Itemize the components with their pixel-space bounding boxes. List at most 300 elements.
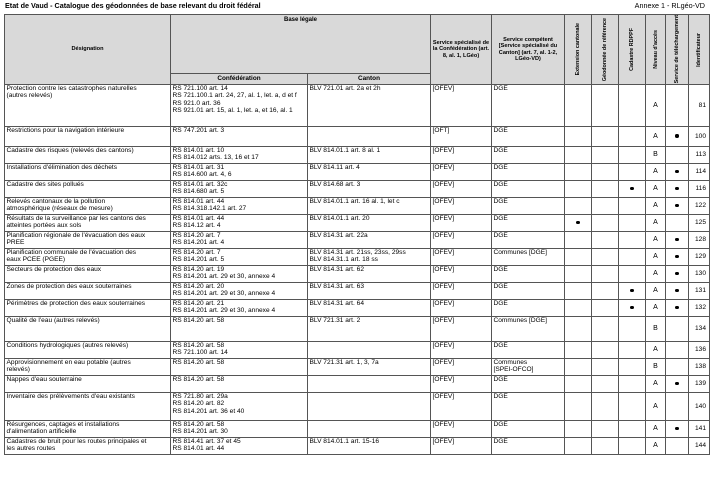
bullet-icon [675, 272, 678, 275]
service-competent-cell-line: DGE [493, 198, 508, 205]
table-row [5, 342, 710, 359]
canton-cell [308, 127, 431, 147]
service-telechargement-cell [666, 300, 689, 317]
confederation-cell-line: RS 814.20 art. 82 [172, 400, 225, 408]
canton-cell [308, 421, 431, 438]
canton-cell [308, 249, 431, 266]
extension-cantonale-cell [565, 300, 592, 317]
identificateur-cell: 116 [689, 181, 710, 198]
designation-cell-line: (autres relevés) [6, 92, 53, 100]
identificateur-cell: 81 [689, 85, 710, 127]
service-competent-cell [492, 85, 565, 127]
niveau-acces-cell: A [646, 232, 666, 249]
canton-cell [308, 266, 431, 283]
header-identificateur: Identificateur [689, 15, 710, 85]
designation-cell [5, 393, 171, 421]
confederation-cell-line: RS 814.01 art. 44 [172, 198, 225, 205]
service-telechargement-cell [666, 421, 689, 438]
geodonnee-reference-cell [592, 266, 619, 283]
designation-cell-line: Relevés cantonaux de la pollution [6, 198, 106, 205]
designation-cell-line: Planification communale de l'évacuation des [6, 249, 137, 256]
confederation-cell-line: RS 814.20 art. 7 [172, 249, 221, 256]
service-competent-cell [492, 438, 565, 455]
designation-cell [5, 181, 171, 198]
confederation-cell [171, 198, 308, 215]
confederation-cell [171, 232, 308, 249]
canton-cell [308, 438, 431, 455]
designation-cell [5, 283, 171, 300]
header-designation: Désignation [5, 15, 171, 85]
cadastre-rdppf-cell [619, 127, 646, 147]
niveau-acces-cell: A [646, 421, 666, 438]
geodonnee-reference-cell [592, 359, 619, 376]
table-row [5, 181, 710, 198]
service-competent-cell-line: DGE [493, 342, 508, 349]
niveau-acces-cell: A [646, 376, 666, 393]
confederation-cell [171, 181, 308, 198]
canton-cell-line: BLV 814.31 art. 63 [309, 283, 364, 290]
niveau-acces-cell: A [646, 300, 666, 317]
designation-cell-line: Cadastre des sites pollués [6, 181, 84, 188]
service-telechargement-cell [666, 317, 689, 342]
geodonnee-reference-cell [592, 283, 619, 300]
table-row [5, 283, 710, 300]
designation-cell-line: Restrictions pour la navigation intérieure [6, 127, 125, 134]
confederation-cell [171, 164, 308, 181]
service-telechargement-cell [666, 376, 689, 393]
niveau-acces-cell: A [646, 181, 666, 198]
header-base-legale: Base légale [171, 15, 431, 74]
designation-cell-line: Qualité de l'eau (autres relevés) [6, 317, 100, 324]
identificateur-cell: 141 [689, 421, 710, 438]
designation-cell-line: Zones de protection des eaux souterraines [6, 283, 132, 290]
canton-cell-line: BLV 721.31 art. 1, 3, 7a [309, 359, 379, 366]
designation-cell-line: Résurgences, captages et installations [6, 421, 120, 428]
annex-label: Annexe 1 - RLgéo-VD [634, 1, 705, 10]
geodonnee-reference-cell [592, 376, 619, 393]
header-geodonnee-reference: Géodonnée de référence [592, 15, 619, 85]
designation-cell [5, 164, 171, 181]
service-competent-cell-line: DGE [493, 127, 508, 134]
table-row [5, 266, 710, 283]
service-specialise-cell: [OFEV] [431, 317, 492, 342]
canton-cell-line: BLV 814.01.1 art. 15-16 [309, 438, 380, 445]
identificateur-cell: 125 [689, 215, 710, 232]
service-competent-cell [492, 147, 565, 164]
service-competent-cell-line: DGE [493, 266, 508, 273]
bullet-icon [675, 170, 678, 173]
cadastre-rdppf-cell [619, 232, 646, 249]
service-telechargement-cell [666, 283, 689, 300]
cadastre-rdppf-cell [619, 164, 646, 181]
confederation-cell [171, 85, 308, 127]
identificateur-cell: 100 [689, 127, 710, 147]
extension-cantonale-cell [565, 342, 592, 359]
canton-cell [308, 85, 431, 127]
service-telechargement-cell [666, 164, 689, 181]
service-competent-cell [492, 283, 565, 300]
service-competent-cell [492, 181, 565, 198]
designation-cell-line: Cadastre des risques (relevés des cantons) [6, 147, 134, 154]
bullet-icon [675, 238, 678, 241]
geodonnee-reference-cell [592, 85, 619, 127]
niveau-acces-cell: A [646, 393, 666, 421]
confederation-cell [171, 283, 308, 300]
document-title: Etat de Vaud - Catalogue des géodonnées de base relevant du droit fédéral [5, 1, 261, 10]
extension-cantonale-cell [565, 376, 592, 393]
bullet-icon [675, 306, 678, 309]
confederation-cell [171, 393, 308, 421]
confederation-cell [171, 438, 308, 455]
extension-cantonale-cell [565, 421, 592, 438]
service-competent-cell-line: DGE [493, 421, 508, 428]
designation-cell-line: Inventaire des prélèvements d'eau existants [6, 393, 135, 400]
service-specialise-cell: [OFT] [431, 127, 492, 147]
confederation-cell-line: RS 814.20 art. 58 [172, 342, 225, 349]
service-specialise-cell: [OFEV] [431, 283, 492, 300]
designation-cell [5, 127, 171, 147]
bullet-icon [675, 382, 678, 385]
service-competent-cell [492, 421, 565, 438]
confederation-cell-line: RS 814.20 art. 20 [172, 283, 225, 290]
service-competent-cell [492, 317, 565, 342]
header-canton: Canton [308, 74, 431, 85]
confederation-cell-line: RS 814.600 art. 4, 6 [172, 171, 232, 179]
service-telechargement-cell [666, 232, 689, 249]
designation-cell [5, 317, 171, 342]
confederation-cell-line: RS 814.201 art. 29 et 30, annexe 4 [172, 290, 276, 298]
service-telechargement-cell [666, 215, 689, 232]
designation-cell-line: Planification régionale de l'évacuation des eaux [6, 232, 146, 239]
service-competent-cell [492, 127, 565, 147]
service-competent-cell-line: DGE [493, 300, 508, 307]
canton-cell [308, 300, 431, 317]
cadastre-rdppf-cell [619, 342, 646, 359]
niveau-acces-cell: A [646, 198, 666, 215]
designation-cell [5, 300, 171, 317]
confederation-cell-line: RS 721.100 art. 14 [172, 349, 228, 357]
geodonnee-reference-cell [592, 421, 619, 438]
service-competent-cell [492, 164, 565, 181]
service-competent-cell [492, 215, 565, 232]
service-competent-cell [492, 393, 565, 421]
cadastre-rdppf-cell [619, 438, 646, 455]
niveau-acces-cell: B [646, 317, 666, 342]
service-specialise-cell: [OFEV] [431, 421, 492, 438]
confederation-cell-line: RS 814.201 art. 36 et 40 [172, 407, 245, 415]
service-specialise-cell: [OFEV] [431, 393, 492, 421]
confederation-cell-line: RS 814.01 art. 10 [172, 147, 225, 154]
table-row [5, 232, 710, 249]
service-competent-cell-line: DGE [493, 376, 508, 383]
confederation-cell-line: RS 814.01 art. 44 [172, 445, 225, 453]
geodonnee-reference-cell [592, 198, 619, 215]
canton-cell [308, 317, 431, 342]
confederation-cell-line: RS 814.201 art. 30 [172, 428, 228, 436]
confederation-cell-line: RS 814.20 art. 58 [172, 317, 225, 324]
service-telechargement-cell [666, 249, 689, 266]
canton-cell-line: BLV 814.68 art. 3 [309, 181, 361, 188]
confederation-cell [171, 359, 308, 376]
extension-cantonale-cell [565, 249, 592, 266]
service-telechargement-cell [666, 342, 689, 359]
canton-cell [308, 393, 431, 421]
table-row [5, 147, 710, 164]
canton-cell-line: BLV 814.01.1 art. 8 al. 1 [309, 147, 381, 154]
geodonnee-reference-cell [592, 215, 619, 232]
table-row [5, 317, 710, 342]
niveau-acces-cell: A [646, 127, 666, 147]
service-competent-cell-line: DGE [493, 438, 508, 445]
identificateur-cell: 140 [689, 393, 710, 421]
confederation-cell [171, 342, 308, 359]
extension-cantonale-cell [565, 147, 592, 164]
geodonnee-reference-cell [592, 300, 619, 317]
geodonnee-reference-cell [592, 232, 619, 249]
canton-cell-line: BLV 814.01.1 art. 16 al. 1, let c [309, 198, 400, 205]
service-competent-cell-line: Communes [DGE] [493, 317, 547, 324]
service-competent-cell [492, 232, 565, 249]
service-specialise-cell: [OFEV] [431, 232, 492, 249]
service-competent-cell-line: DGE [493, 283, 508, 290]
table-row [5, 198, 710, 215]
designation-cell-line: atteintes portées aux sols [6, 222, 82, 230]
designation-cell-line: PREE [6, 239, 25, 247]
service-competent-cell [492, 300, 565, 317]
geodonnee-reference-cell [592, 393, 619, 421]
service-telechargement-cell [666, 266, 689, 283]
identificateur-cell: 139 [689, 376, 710, 393]
service-competent-cell [492, 342, 565, 359]
service-competent-cell-line: DGE [493, 215, 508, 222]
cadastre-rdppf-cell [619, 181, 646, 198]
identificateur-cell: 134 [689, 317, 710, 342]
canton-cell [308, 147, 431, 164]
bullet-icon [675, 134, 678, 137]
service-telechargement-cell [666, 85, 689, 127]
designation-cell-line: atmosphérique (réseaux de mesure) [6, 205, 113, 213]
bullet-icon [576, 221, 579, 224]
confederation-cell-line: RS 814.20 art. 19 [172, 266, 225, 273]
geodonnee-reference-cell [592, 317, 619, 342]
canton-cell-line: BLV 721.31 art. 2 [309, 317, 361, 324]
table-row [5, 215, 710, 232]
identificateur-cell: 131 [689, 283, 710, 300]
cadastre-rdppf-cell [619, 283, 646, 300]
extension-cantonale-cell [565, 181, 592, 198]
service-competent-cell-line: DGE [493, 85, 508, 92]
cadastre-rdppf-cell [619, 266, 646, 283]
canton-cell-line: BLV 721.01 art. 2a et 2h [309, 85, 381, 92]
designation-cell-line: relevés) [6, 366, 30, 374]
cadastre-rdppf-cell [619, 393, 646, 421]
geodonnee-reference-cell [592, 181, 619, 198]
confederation-cell-line: RS 814.201 art. 29 et 30, annexe 4 [172, 273, 276, 281]
designation-cell-line: Protection contre les catastrophes naturelles [6, 85, 137, 92]
service-competent-cell-line: Communes [493, 359, 528, 366]
geodonnee-reference-cell [592, 342, 619, 359]
niveau-acces-cell: A [646, 249, 666, 266]
confederation-cell [171, 421, 308, 438]
designation-cell [5, 249, 171, 266]
canton-cell-line: BLV 814.01.1 art. 20 [309, 215, 370, 222]
canton-cell-line: BLV 814.31 art. 64 [309, 300, 364, 307]
bullet-icon [630, 306, 633, 309]
confederation-cell-line: RS 721.100 art. 14 [172, 85, 228, 92]
service-specialise-cell: [OFEV] [431, 438, 492, 455]
cadastre-rdppf-cell [619, 215, 646, 232]
table-row [5, 421, 710, 438]
service-competent-cell-line: DGE [493, 164, 508, 171]
identificateur-cell: 136 [689, 342, 710, 359]
service-competent-cell-line: DGE [493, 232, 508, 239]
table-row [5, 359, 710, 376]
service-competent-cell [492, 376, 565, 393]
table-row [5, 85, 710, 127]
confederation-cell-line: RS 921.0 art. 36 [172, 99, 221, 107]
geodata-catalogue-table [4, 14, 710, 455]
table-row [5, 300, 710, 317]
identificateur-cell: 144 [689, 438, 710, 455]
table-row [5, 376, 710, 393]
service-telechargement-cell [666, 127, 689, 147]
cadastre-rdppf-cell [619, 359, 646, 376]
geodonnee-reference-cell [592, 127, 619, 147]
extension-cantonale-cell [565, 393, 592, 421]
service-specialise-cell: [OFEV] [431, 85, 492, 127]
canton-cell-line: BLV 814.31 art. 22a [309, 232, 368, 239]
extension-cantonale-cell [565, 215, 592, 232]
extension-cantonale-cell [565, 85, 592, 127]
service-competent-cell-line: DGE [493, 181, 508, 188]
extension-cantonale-cell [565, 164, 592, 181]
confederation-cell [171, 147, 308, 164]
designation-cell-line: Cadastres de bruit pour les routes principales et [6, 438, 147, 445]
canton-cell [308, 181, 431, 198]
designation-cell-line: eaux PCEE (PGEE) [6, 256, 66, 264]
designation-cell [5, 376, 171, 393]
niveau-acces-cell: A [646, 215, 666, 232]
identificateur-cell: 114 [689, 164, 710, 181]
confederation-cell-line: RS 814.20 art. 21 [172, 300, 225, 307]
header-service-competent: Service compétent [Service spécialisé du Canton] (art. 7, al. 1-2, LGéo-VD) [492, 15, 565, 85]
designation-cell-line: Périmètres de protection des eaux souterraines [6, 300, 146, 307]
canton-cell-line: BLV 814.31 art. 62 [309, 266, 364, 273]
service-specialise-cell: [OFEV] [431, 359, 492, 376]
identificateur-cell: 128 [689, 232, 710, 249]
designation-cell [5, 342, 171, 359]
niveau-acces-cell: A [646, 342, 666, 359]
service-telechargement-cell [666, 198, 689, 215]
service-competent-cell-line: DGE [493, 147, 508, 154]
confederation-cell-line: RS 814.01 art. 31 [172, 164, 225, 171]
designation-cell-line: Conditions hydrologiques (autres relevés) [6, 342, 129, 349]
service-telechargement-cell [666, 359, 689, 376]
confederation-cell-line: RS 814.01 art. 44 [172, 215, 225, 222]
header-service-specialise: Service spécialisé de la Confédération (art. 8, al. 1, LGéo) [431, 15, 492, 85]
cadastre-rdppf-cell [619, 198, 646, 215]
bullet-icon [630, 289, 633, 292]
identificateur-cell: 130 [689, 266, 710, 283]
cadastre-rdppf-cell [619, 317, 646, 342]
cadastre-rdppf-cell [619, 249, 646, 266]
geodonnee-reference-cell [592, 147, 619, 164]
confederation-cell [171, 266, 308, 283]
designation-cell [5, 421, 171, 438]
confederation-cell-line: RS 814.20 art. 58 [172, 359, 225, 366]
canton-cell [308, 198, 431, 215]
service-competent-cell-line: [SPEI-OFCO] [493, 366, 534, 374]
service-specialise-cell: [OFEV] [431, 164, 492, 181]
identificateur-cell: 132 [689, 300, 710, 317]
service-specialise-cell: [OFEV] [431, 198, 492, 215]
service-competent-cell-line: Communes [DGE] [493, 249, 547, 256]
table-body [5, 85, 710, 455]
bullet-icon [675, 255, 678, 258]
canton-cell [308, 232, 431, 249]
confederation-cell-line: RS 814.680 art. 5 [172, 188, 225, 196]
designation-cell-line: Installations d'élimination des déchets [6, 164, 117, 171]
bullet-icon [675, 427, 678, 430]
service-specialise-cell: [OFEV] [431, 300, 492, 317]
identificateur-cell: 122 [689, 198, 710, 215]
canton-cell [308, 164, 431, 181]
header-cadastre-rdppf: Cadastre RDPPF [619, 15, 646, 85]
service-competent-cell [492, 359, 565, 376]
niveau-acces-cell: B [646, 147, 666, 164]
designation-cell-line: d'alimentation artificielle [6, 428, 77, 436]
confederation-cell-line: RS 814.201 art. 29 et 30, annexe 4 [172, 307, 276, 315]
designation-cell [5, 198, 171, 215]
confederation-cell-line: RS 814.20 art. 7 [172, 232, 221, 239]
canton-cell-line: BLV 814.11 art. 4 [309, 164, 360, 171]
identificateur-cell: 138 [689, 359, 710, 376]
designation-cell-line: Secteurs de protection des eaux [6, 266, 102, 273]
niveau-acces-cell: A [646, 266, 666, 283]
cadastre-rdppf-cell [619, 376, 646, 393]
confederation-cell-line: RS 814.318.142.1 art. 27 [172, 205, 247, 213]
confederation-cell-line: RS 814.201 art. 5 [172, 256, 225, 264]
service-competent-cell [492, 249, 565, 266]
extension-cantonale-cell [565, 283, 592, 300]
canton-cell-line: BLV 814.31 art. 21ss, 23ss, 29ss [309, 249, 406, 256]
extension-cantonale-cell [565, 438, 592, 455]
geodonnee-reference-cell [592, 164, 619, 181]
table-row [5, 164, 710, 181]
confederation-cell [171, 376, 308, 393]
identificateur-cell: 113 [689, 147, 710, 164]
table-row [5, 249, 710, 266]
confederation-cell-line: RS 921.01 art. 15, al. 1, let. a, et 16, al. 1 [172, 106, 293, 114]
confederation-cell [171, 127, 308, 147]
service-specialise-cell: [OFEV] [431, 342, 492, 359]
confederation-cell [171, 215, 308, 232]
niveau-acces-cell: A [646, 438, 666, 455]
niveau-acces-cell: A [646, 85, 666, 127]
canton-cell-line: BLV 814.31.1 art. 18 ss [309, 256, 378, 264]
cadastre-rdppf-cell [619, 421, 646, 438]
header-service-telechargement: Service de téléchargement [666, 15, 689, 85]
extension-cantonale-cell [565, 317, 592, 342]
designation-cell-line: Approvisionnement en eau potable (autres [6, 359, 131, 366]
extension-cantonale-cell [565, 198, 592, 215]
confederation-cell-line: RS 721.100.1 art. 24, 27, al. 1, let. a, d et f [172, 92, 297, 100]
service-telechargement-cell [666, 181, 689, 198]
designation-cell-line: les autres routes [6, 445, 56, 453]
service-specialise-cell: [OFEV] [431, 266, 492, 283]
canton-cell [308, 376, 431, 393]
header-confederation: Confédération [171, 74, 308, 85]
